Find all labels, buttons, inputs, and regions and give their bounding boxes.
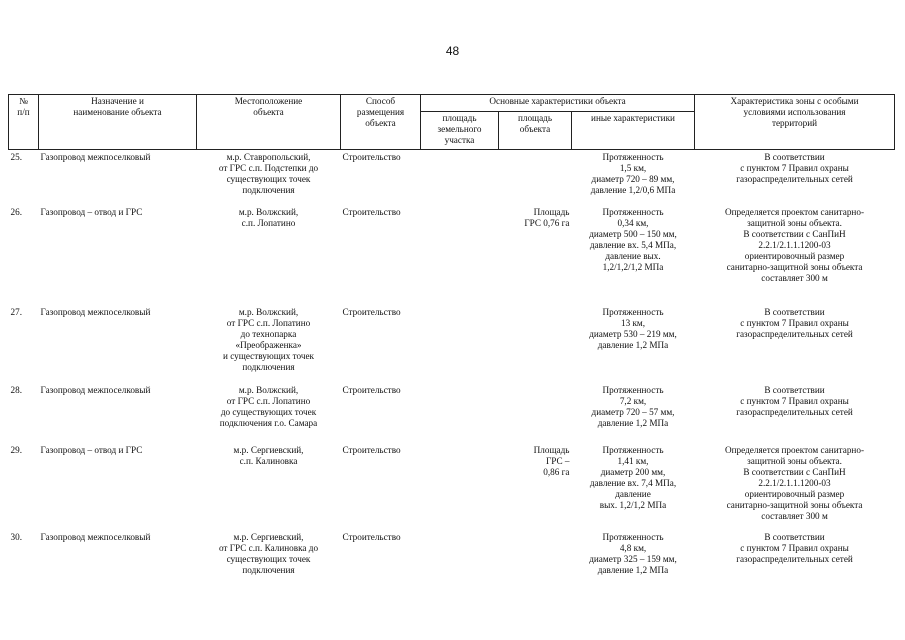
table-row	[9, 445, 895, 532]
row-object-area: Площадь ГРС 0,76 га	[524, 206, 570, 228]
row-land-area	[421, 385, 499, 445]
header-location: Местоположение объекта	[197, 95, 341, 150]
row-location: м.р. Сергиевский, с.п. Калиновка	[233, 444, 304, 466]
row-name: Газопровод межпоселковый	[40, 306, 151, 317]
row-object-area	[499, 532, 572, 582]
table-body	[9, 150, 895, 582]
row-num: 26.	[10, 206, 22, 217]
table-row	[9, 385, 895, 445]
header-main-characteristics: Основные характеристики объекта	[421, 95, 695, 112]
table-row	[9, 532, 895, 582]
page-number: 48	[445, 44, 460, 58]
row-land-area	[421, 532, 499, 582]
row-method: Строительство	[342, 206, 401, 217]
row-location: м.р. Ставропольский, от ГРС с.п. Подстепки до существующих точек подключения	[218, 152, 319, 195]
row-name: Газопровод межпоселковый	[40, 152, 151, 162]
row-object-area	[499, 307, 572, 385]
row-zone: В соответствии с пунктом 7 Правил охраны газораспределительных сетей	[736, 306, 853, 339]
row-name: Газопровод межпоселковый	[40, 384, 151, 395]
row-land-area	[421, 307, 499, 385]
row-object-area	[499, 150, 572, 207]
row-num: 29.	[10, 444, 22, 455]
row-location: м.р. Волжский, с.п. Лопатино	[238, 206, 299, 228]
objects-table	[8, 94, 895, 582]
table-row	[9, 207, 895, 307]
row-other-characteristics: Протяженность 13 км, диаметр 530 – 219 мм, давление 1,2 МПа	[589, 306, 677, 350]
row-location: м.р. Волжский, от ГРС с.п. Лопатино до технопарка «Преображенка» и существующих точек подключения	[222, 306, 314, 372]
table-row	[9, 150, 895, 207]
row-zone: В соответствии с пунктом 7 Правил охраны газораспределительных сетей	[736, 152, 853, 184]
row-other-characteristics: Протяженность 0,34 км, диаметр 500 – 150 мм, давление вх. 5,4 МПа, давление вых. 1,2/1,2/1,2 МПа	[589, 206, 677, 272]
row-num: 28.	[10, 384, 22, 395]
row-zone: В соответствии с пунктом 7 Правил охраны газораспределительных сетей	[736, 384, 853, 417]
table-row	[9, 307, 895, 385]
row-method: Строительство	[342, 444, 401, 455]
row-num: 30.	[10, 531, 22, 542]
header-other-characteristics: иные характеристики	[572, 112, 695, 150]
row-object-area	[499, 385, 572, 445]
row-other-characteristics: Протяженность 7,2 км, диаметр 720 – 57 мм, давление 1,2 МПа	[591, 384, 675, 428]
row-land-area	[421, 150, 499, 207]
row-land-area	[421, 207, 499, 307]
header-method: Способ размещения объекта	[341, 95, 421, 150]
header-object-area: площадь объекта	[499, 112, 572, 150]
row-location: м.р. Сергиевский, от ГРС с.п. Калиновка до существующих точек подключения	[218, 531, 319, 575]
table-header	[9, 95, 895, 150]
row-method: Строительство	[342, 531, 401, 542]
row-method: Строительство	[342, 384, 401, 395]
row-name: Газопровод межпоселковый	[40, 531, 151, 542]
row-zone: Определяется проектом санитарно- защитной зоны объекта. В соответствии с СанПиН 2.2.1/2.1.1.1200-03 ориентировочный размер санитарно-защитной зоны объекта составляет 300 м	[725, 206, 865, 283]
row-method: Строительство	[342, 152, 401, 162]
row-other-characteristics: Протяженность 4,8 км, диаметр 325 – 159 мм, давление 1,2 МПа	[589, 531, 677, 575]
row-zone: В соответствии с пунктом 7 Правил охраны газораспределительных сетей	[736, 531, 853, 564]
row-num: 25.	[10, 152, 22, 162]
row-method: Строительство	[342, 306, 401, 317]
row-other-characteristics: Протяженность 1,41 км, диаметр 200 мм, давление вх. 7,4 МПа, давление вых. 1,2/1,2 МПа	[589, 444, 677, 510]
row-other-characteristics: Протяженность 1,5 км, диаметр 720 – 89 мм, давление 1,2/0,6 МПа	[590, 152, 676, 195]
row-object-area: Площадь ГРС – 0,86 га	[533, 444, 570, 477]
row-land-area	[421, 445, 499, 532]
header-name: Назначение и наименование объекта	[39, 95, 197, 150]
row-location: м.р. Волжский, от ГРС с.п. Лопатино до существующих точек подключения г.о. Самара	[219, 384, 318, 428]
header-land-area: площадь земельного участка	[421, 112, 499, 150]
row-zone: Определяется проектом санитарно- защитной зоны объекта. В соответствии с СанПиН 2.2.1/2.1.1.1200-03 ориентировочный размер санитарно-защитной зоны объекта составляет 300 м	[725, 444, 865, 521]
row-num: 27.	[10, 306, 22, 317]
row-name: Газопровод – отвод и ГРС	[40, 206, 143, 217]
header-zone: Характеристика зоны с особыми условиями использования территорий	[695, 95, 895, 150]
row-name: Газопровод – отвод и ГРС	[40, 444, 143, 455]
header-num: № п/п	[9, 95, 39, 150]
